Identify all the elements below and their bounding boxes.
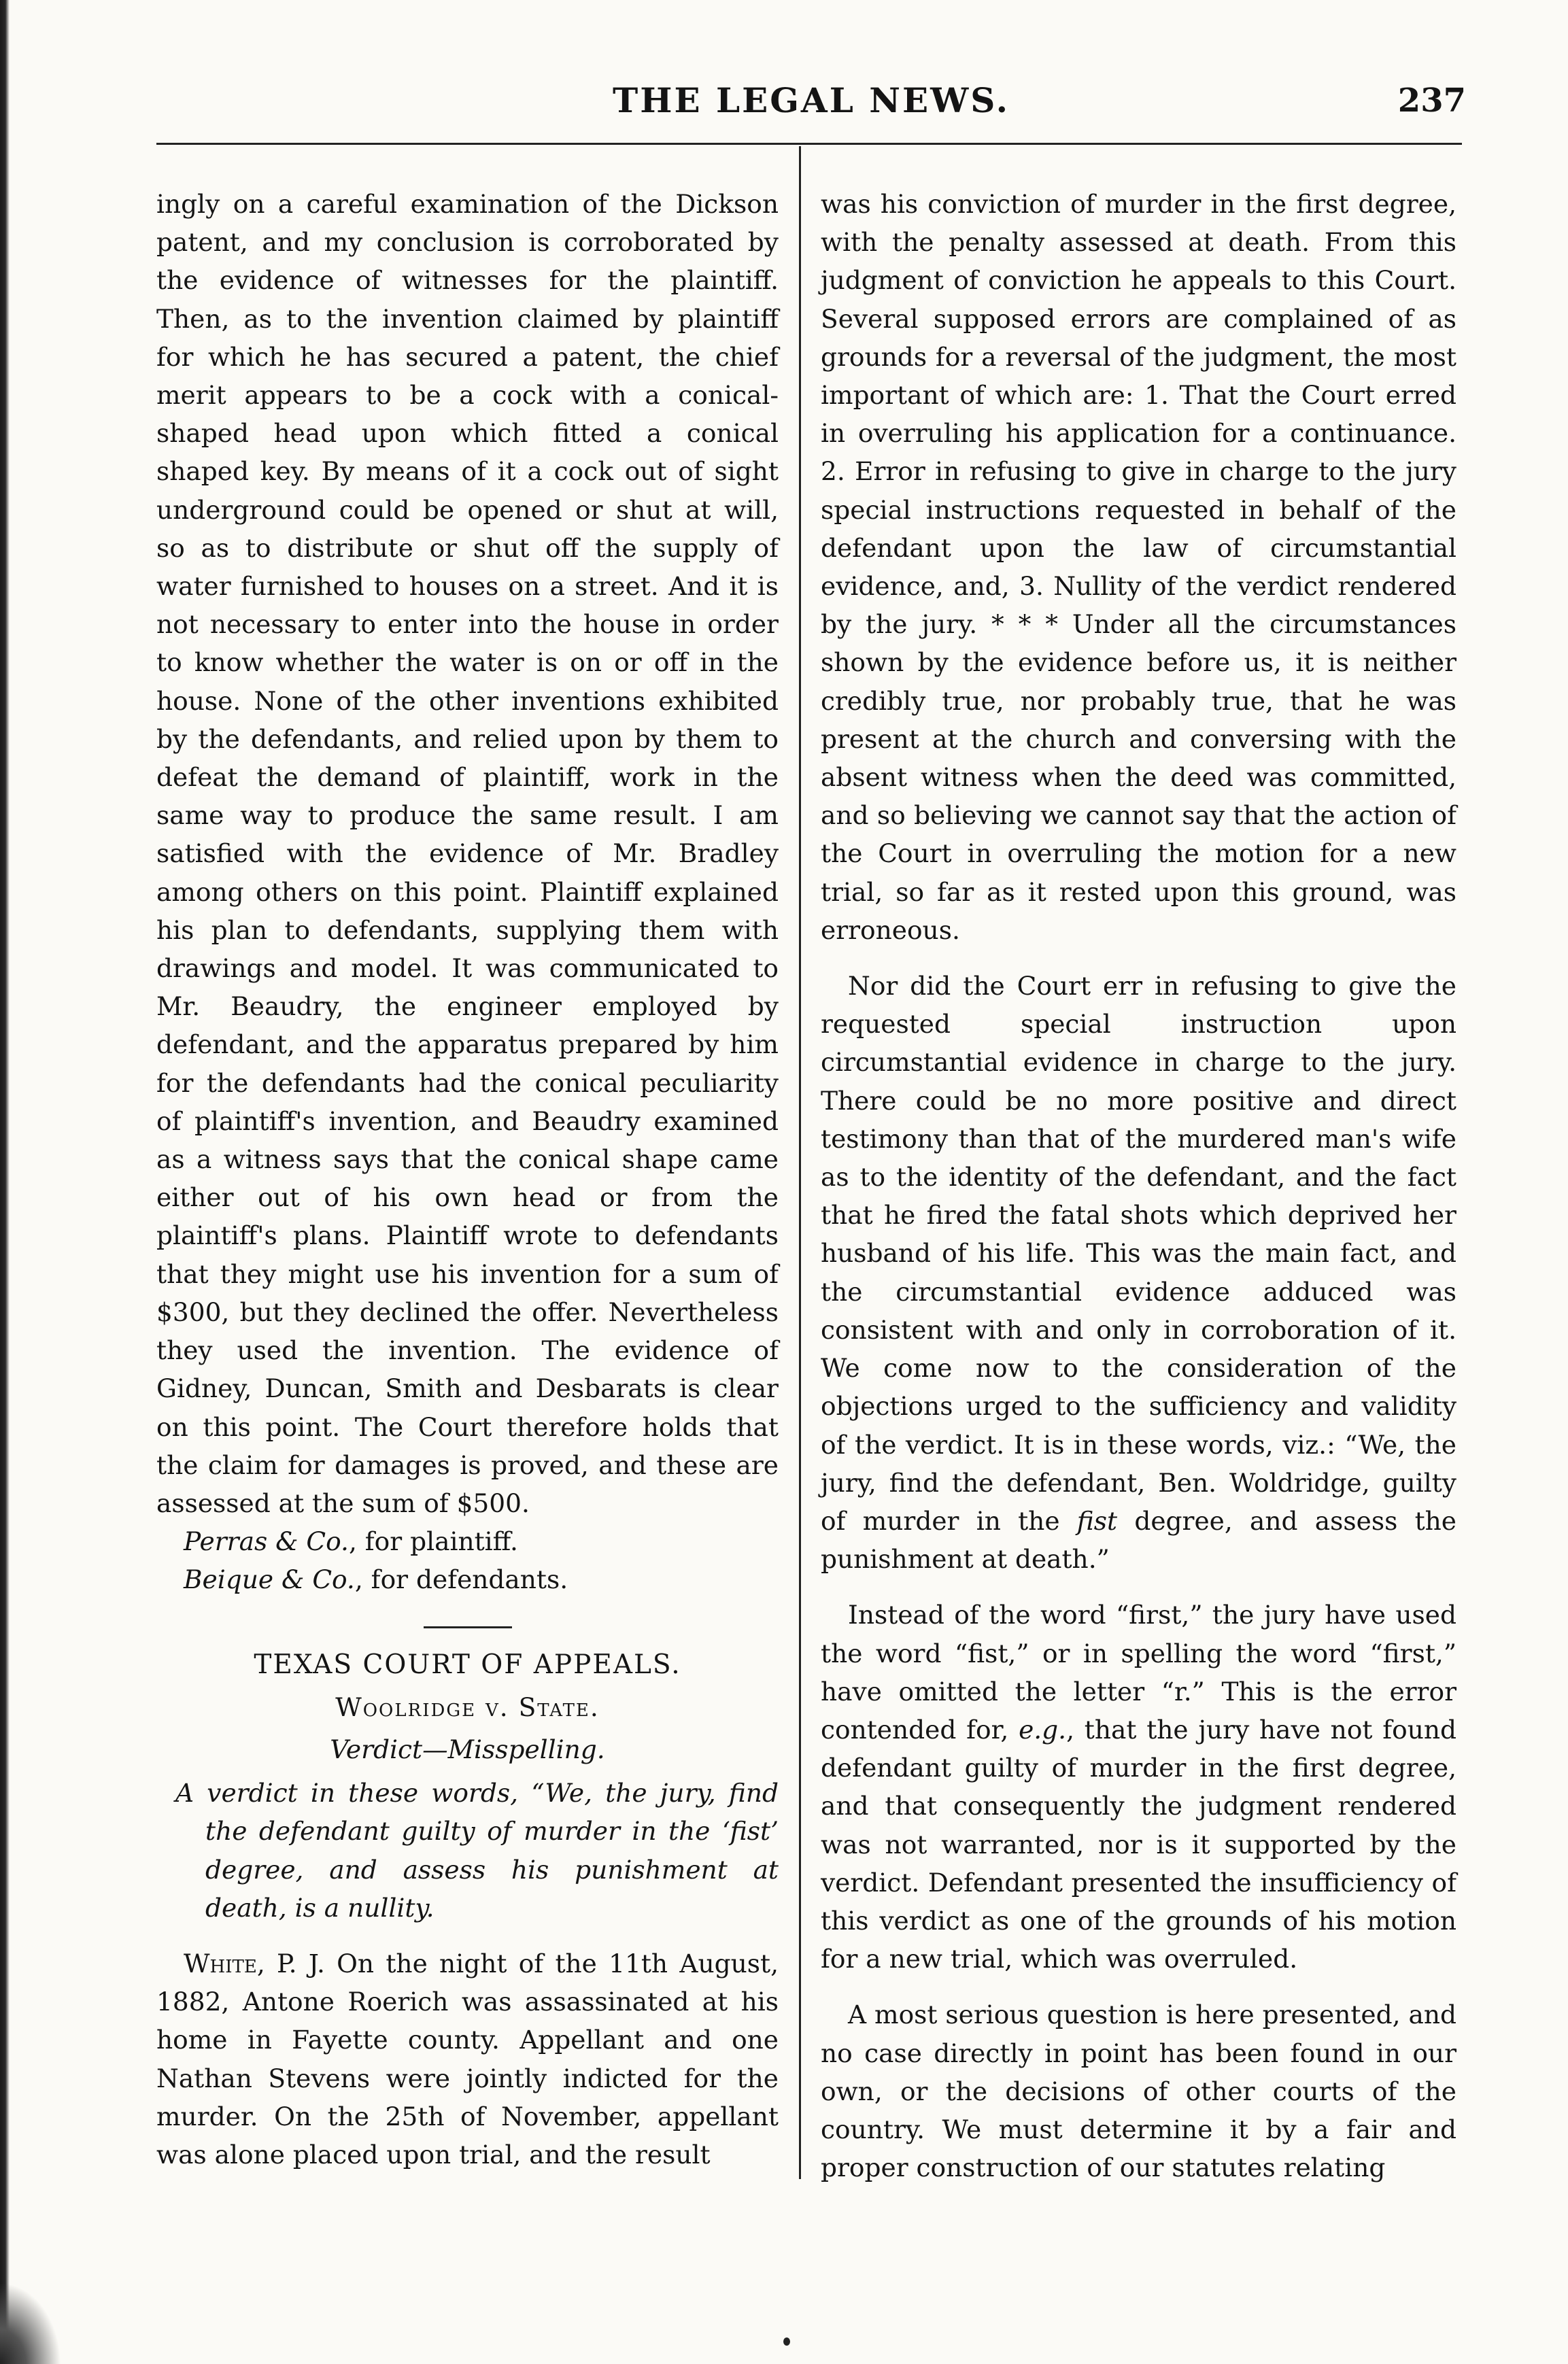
right-paragraph-3-end: , that the jury have not found defendant guilty of murder in the first degree, and that consequently the judgment rendered was not warranted, nor is it supported by the verdict. Defendant presented the insufficiency of this verdict as one of the grounds of his motion for a new trial, which was overruled. [821, 1714, 1457, 1974]
right-column [821, 185, 1456, 2187]
opinion-opening [156, 1945, 779, 2174]
corner-smudge [0, 2282, 61, 2364]
right-paragraph-4: A most serious question is here presented, and no case directly in point has been found in our own, or the decisions of other courts of the country. We must determine it by a fair and proper construction of our statutes relating [821, 2000, 1456, 2183]
right-paragraph-2 [821, 967, 1456, 1578]
right-paragraph-3-text: Instead of the word “first,” the jury have used the word “fist,” or in spelling the word “first,” have omitted the letter “r.” This is the error contended for, [821, 1600, 1456, 1745]
left-column [156, 185, 779, 2174]
headnote: A verdict in these words, “We, the jury, find the defendant guilty of murder in the ‘fist’ degree, and assess his punishment at death, is a nullity. [175, 1778, 779, 1923]
case-name: Woolridge v. State. [335, 1692, 600, 1722]
running-title: THE LEGAL NEWS. [613, 80, 1010, 120]
section-rule [424, 1626, 512, 1628]
opinion-opening-text: , P. J. On the night of the 11th August, 1882, Antone Roerich was assassinated at his home in Fayette county. Appellant and one Nathan Stevens were jointly indicted for the murder. On the 25th of November, appellant was alone placed upon trial, and the result [156, 1948, 779, 2170]
court-heading: TEXAS COURT OF APPEALS. [254, 1649, 681, 1680]
page-number: 237 [1397, 82, 1466, 120]
right-paragraph-3 [821, 1596, 1456, 1978]
right-paragraph-2-text: Nor did the Court err in refusing to give the requested special instruction upon circumstantial evidence in charge to the jury. There could be no more positive and direct testimony than that of the murdered man's wife as to the identity of the defendant, and the fact that he fired the fatal shots which deprived her husband of his life. This was the main fact, and the circumstantial evidence adduced was consistent with and only in corroboration of it. We come now to the consideration of the objections urged to the sufficiency and validity of the verdict. It is in these words, viz.: “We, the jury, find the defendant, Ben. Woldridge, guilty of murder in the [821, 971, 1456, 1536]
right-paragraph-2-fist: fist [1076, 1505, 1118, 1536]
counsel-plaintiff-role: , for plaintiff. [348, 1526, 518, 1557]
counsel-plaintiff [156, 1522, 779, 1560]
counsel-defendant-role: , for defendants. [354, 1564, 568, 1595]
left-paragraph-1: ingly on a careful examination of the Dickson patent, and my conclusion is corroborated by the evidence of witnesses for the plaintiff. Then, as to the invention claimed by plaintiff for which he has secured a patent, the chief merit appears to be a cock with a conical-shaped head upon which fitted a conical shaped key. By means of it a cock out of sight underground could be opened or shut at will, so as to distribute or shut off the supply of water furnished to houses on a street. And it is not necessary to enter into the house in order to know whether the water is on or off in the house. None of the other inventions exhibited by the defendants, and relied upon by them to defeat the demand of plaintiff, work in the same way to produce the same result. I am satisfied with the evidence of Mr. Bradley among others on this point. Plaintiff explained his plan to defendants, supplying them with drawings and model. It was communicated to Mr. Beaudry, the engineer employed by defendant, and the apparatus prepared by him for the defendants had the conical peculiarity of plaintiff's invention, and Beaudry examined as a witness says that the conical shape came either out of his own head or from the plaintiff's plans. Plaintiff wrote to defendants that they might use his invention for a sum of $300, but they declined the offer. Nevertheless they used the invention. The evidence of Gidney, Duncan, Smith and Desbarats is clear on this point. The Court therefore holds that the claim for damages is proved, and these are assessed at the sum of $500. [156, 189, 779, 1518]
page-binding-edge [0, 0, 10, 2364]
page-header [156, 80, 1466, 128]
right-paragraph-1: was his conviction of murder in the first degree, with the penalty assessed at death. From this judgment of conviction he appeals to this Court. Several supposed errors are complained of as grounds for a reversal of the judgment, the most important of which are: 1. That the Court erred in overruling his application for a continuance. 2. Error in refusing to give in charge to the jury special instructions requested in behalf of the defendant upon the law of circumstantial evidence, and, 3. Nullity of the verdict rendered by the jury. * * * Under all the circumstances shown by the evidence before us, it is neither credibly true, nor probably true, that he was present at the church and conversing with the absent witness when the deed was committed, and so believing we cannot say that the action of the Court in overruling the motion for a new trial, so far as it rested upon this ground, was erroneous. [821, 189, 1456, 945]
column-divider [799, 146, 801, 2179]
right-paragraph-2-end: degree, and assess the punishment at death.” [821, 1505, 1456, 1575]
counsel-defendant [156, 1560, 779, 1598]
case-topic: Verdict—Misspelling. [330, 1734, 605, 1764]
ink-dot [783, 2337, 790, 2346]
right-paragraph-3-eg: e.g. [1019, 1714, 1067, 1745]
counsel-defendant-firm: Beique & Co. [184, 1564, 355, 1595]
header-rule [156, 143, 1462, 145]
counsel-plaintiff-firm: Perras & Co. [184, 1526, 349, 1557]
judge-name: White [184, 1948, 257, 1978]
